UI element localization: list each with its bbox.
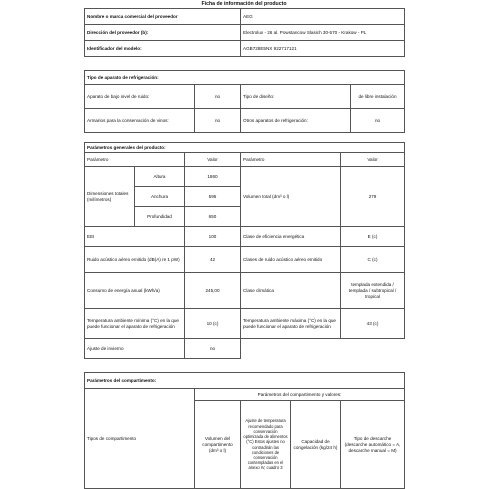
compartment-type-label: Tipos de compartimento: [85, 389, 195, 489]
noise-value: 42: [185, 247, 241, 273]
low-noise-value: no: [195, 85, 241, 109]
depth-label: Profundidad: [135, 207, 185, 227]
noise-class-label: Clases de ruido acústico aéreo emitido: [241, 247, 341, 273]
supplier-address-label: Dirección del proveedor (b):: [85, 25, 241, 41]
height-label: Altura: [135, 167, 185, 187]
wine-value: no: [195, 109, 241, 133]
supplier-name-value: AEG: [241, 9, 405, 25]
eei-value: 100: [185, 227, 241, 247]
consumption-label: Consumo de energía anual (kWh/a): [85, 273, 185, 309]
sheet-title: Ficha de información del producto: [201, 1, 287, 7]
consumption-value: 245,00: [185, 273, 241, 309]
max-temp-value: 43 (c): [341, 309, 405, 339]
supplier-name-label: Nombre o marca comercial del proveedor: [85, 9, 241, 25]
noise-label: Ruido acústico aéreo emitido (dB(A) re 1 pW): [85, 247, 185, 273]
design-type-label: Tipo de diseño:: [241, 85, 351, 109]
fridge-type-table: [84, 70, 405, 133]
winter-label: Ajuste de invierno: [85, 339, 185, 359]
general-params-header: Parámetros generales del producto:: [85, 143, 405, 153]
comp-volume-header: Volumen del compartimento (dm³ o l): [195, 401, 241, 489]
width-value: 595: [185, 187, 241, 207]
depth-value: 650: [185, 207, 241, 227]
volume-value: 279: [341, 167, 405, 227]
dims-label: Dimensiones totales (milímetros): [85, 167, 135, 227]
winter-value: no: [185, 339, 241, 359]
climate-label: Clase climática: [241, 273, 341, 309]
value-header-right: Valor: [341, 153, 405, 167]
max-temp-label: Temperatura ambiente máxima (°C) en la que puede funcionar el aparato de refrigeración: [241, 309, 341, 339]
volume-label: Volumen total (dm³ o l): [241, 167, 341, 227]
min-temp-label: Temperatura ambiente mínima (°C) en la que puede funcionar el aparato de refrigeración: [85, 309, 185, 339]
width-label: Anchura: [135, 187, 185, 207]
climate-value: templada extendida / templada / subtropical / tropical: [341, 273, 405, 309]
value-header-left: Valor: [185, 153, 241, 167]
comp-defrost-header: Tipo de descarche (descarche automático = A, descarche manual = M): [341, 401, 405, 489]
other-value: no: [351, 109, 405, 133]
low-noise-label: Aparato de bajo nivel de ruido:: [85, 85, 195, 109]
wine-label: Armarios para la conservación de vinos:: [85, 109, 195, 133]
model-value: AGB728E5NX 922717121: [241, 41, 405, 57]
model-label: Identificador del modelo:: [85, 41, 241, 57]
general-params-table: [84, 142, 405, 359]
design-type-value: de libre instalación: [351, 85, 405, 109]
other-label: Otros aparatos de refrigeración:: [241, 109, 351, 133]
comp-temp-header: Ajuste de temperatura recomendado para conservación optimizada de alimentos (°C) Estos ajustes no contradirán las condiciones de conservación contempladas en el anexo IV, cuadro 3: [241, 401, 291, 489]
height-value: 1860: [185, 167, 241, 187]
energy-class-label: Clase de eficiencia energética: [241, 227, 341, 247]
param-header-right: Parámetro: [241, 153, 341, 167]
comp-freeze-header: Capacidad de congelación (kg/24 h): [291, 401, 341, 489]
compartment-header: Parámetros del compartimento:: [85, 373, 405, 389]
energy-class-value: E (c): [341, 227, 405, 247]
compartment-table: [84, 372, 405, 489]
compartment-params-header: Parámetros del compartimento y valores:: [195, 389, 405, 401]
fridge-type-header: Tipo de aparato de refrigeración:: [85, 71, 405, 85]
eei-label: EEI: [85, 227, 185, 247]
noise-class-value: C (c): [341, 247, 405, 273]
supplier-address-value: Electrolux - 26 al. Powstancow Slasich 30-570 - Krakow - PL: [241, 25, 405, 41]
min-temp-value: 10 (c): [185, 309, 241, 339]
supplier-table: [84, 8, 405, 57]
param-header-left: Parámetro: [85, 153, 185, 167]
empty-cell: [241, 339, 405, 359]
